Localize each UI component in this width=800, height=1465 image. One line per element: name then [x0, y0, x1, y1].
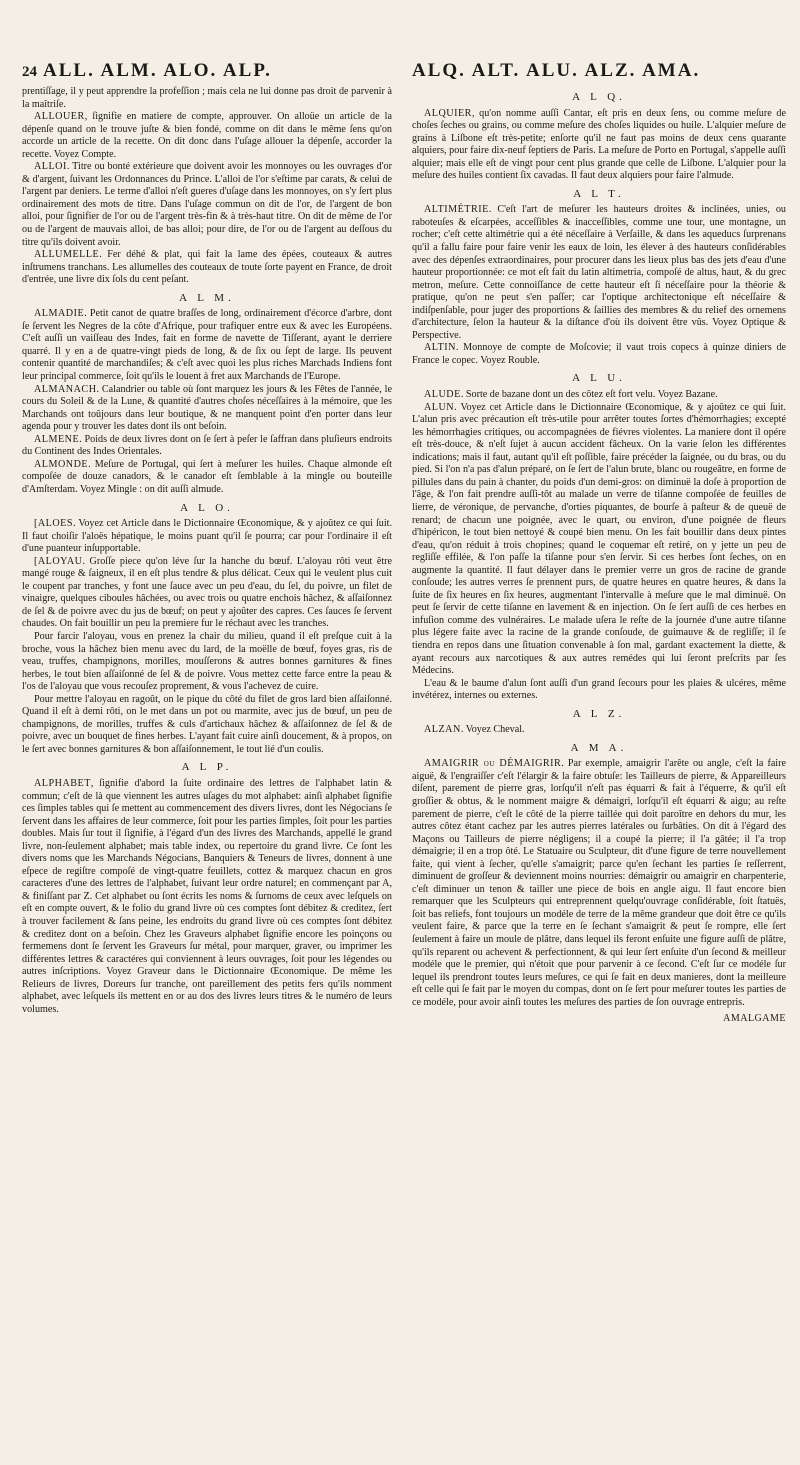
entry-text: . Par exemple, amaigrir l'arête ou angle, c'eſt la faire aiguë, & l'engraiſſer c'eſt l'élargir & la faire obtuſe: les Tailleurs de pierre, & Appareilleurs diſent, parement de pierre gras, lorſqu'il n'eſt pas équarri & fait à l'équerre, & qu'il eſt groſſier & obtus, & le nomment maigre & démaigri, lorſqu'il eſt équarri & aigu; au reſte parement de pierre, c'eſt le côté de la pierre taillée qui doit paroître en dehors du mur, les autres côtez étant cachez par les autres pierres latérales ou ſurbâties. On dit à l'égard des Maçons ou Tailleurs de pierre négligens; il a coupé la pierre; il l'a gâtée; il l'a trop démaigrie; il en a trop ôté. Le Statuaire ou Sculpteur, dit d'une figure de terre nouvellement faite, qui vient à ſecher, qu'elle s'amaigrit; parce qu'en ſechant les parties ſe reſſerrent, diminuent de groſſeur & deviennent moins nourries: démaigrir ou amaigrir en charpenterie, c'eſt diminuer un tenon & tailler une piece de bois en angle aigu. Il faut encore bien remarquer que les Sculpteurs qui entreprennent quelqu'ouvrage conſidérable, ſoit ſtatuës, ſoit bas reliefs, font toujours un modéle de terre de la même grandeur que doit être ce qu'ils veulent faire, & parce que la terre en ſe ſechant s'amaigrit & peut ſe rompre, elle ſert ſeulement à faire un moule de plâtre, dans lequel ils feront enſuite une figure auſſi de plâtre, qu'ils reparent ou achevent & perfectionnent, & qui leur ſert enſuite d'un ſecond & meilleur modéle que le premier, qui n'étoit que pour parvenir à ce ſecond. C'eſt ſur ce modéle ſur lequel ils prendront toutes leurs meſures, ce qui ſe fait en deux manieres, dont la meilleure eſt celle qui ſe fait par le moyen du compas, dont on ſe ſert pour meſurer toutes les parties de ce modéle, pour avoir ainſi toutes les meſures des parties de ſon ouvrage entrepris. — [412, 758, 786, 1008]
entry-continuation: prentiſſage, il y peut apprendre la profeſſion ; mais cela ne lui donne pas droit de parvenir à la maîtriſe. — [22, 86, 392, 110]
headword: [ALOYAU — [34, 555, 83, 567]
entry-almene — [22, 434, 392, 459]
entry-alphabet — [22, 778, 392, 1016]
entry-text: . Groſſe piece qu'on léve ſur la hanche du bœuf. L'aloyau rôti veut être mangé rouge & ſaigneux, il en eſt plus tendre & plus délicat. Ceux qui le veulent plus cuit le coupent par tranches, y font une ſauce avec un peu d'eau, du ſel, du poivre, un filet de vinaigre, quelques ciboules hâchées, ou avec trois ou quatre enchois hâchez, & aſſaiſonnez de ſel & de poivre avec du jus de bœuf; on peut y ajoûter des capres. Ces ſauces ſe ſervent chaudes. On fait bouillir un peu la premiere fur le réchaut avec les tranches. — [22, 555, 392, 630]
entry-text: , ſignifie d'abord la ſuite ordinaire des lettres de l'alphabet latin & commun; c'eſt de là que viennent les autres uſages du mot alphabet: ainſi alphabet ſignifie ces ſimples tables qui ſe mettent au commencement des divers livres, dont les Négocians ſe ſervent dans les affaires de leur commerce, ſoit pour les parties ſimples, ſoit pour les parties doubles. Mais ſur tout il ſignifie, à l'égard d'un des livres des Marchands, appellé le grand livre, non-ſeulement alphabet; mais table index, ou repertoire du grand livre. Ce ſont les divers noms que les Marchands Négocians, Banquiers & Teneurs de livres, donnent à une eſpece de regiſtre compoſé de vingt-quatre feuillets, cottez & marquez chacun en gros caracteres d'une des lettres de l'alphabet, ſuivant leur ordre naturel; en commençant par A, & finiſſant par Z. Cet alphabet ou ſont écrits les noms & ſurnoms de ceux avec leſquels on eſt en compte ouvert, & le folio du grand livre où ces comptes ſont débitez & creditez, ſert à trouver facilement & ſans peine, les endroits du grand livre où ces comptes ſont débitez & creditez dont on a beſoin. Chez les Graveurs alphabet ſignifie encore les poinçons ou fermemens dont ſe ſervent les Graveurs ſur métal, pour marquer, graver, ou imprimer les différentes lettres & caractéres qui conviennent à leurs ouvrages, ſoit pour les légendes ou autres inſcriptions. Voyez Graveur dans le Dictionnaire Œconomique. De même les Relieurs de livres, Doreurs ſur tranche, ont pareillement des petits fers qu'ils nomment alphabet, avec leſquels ils mettent en or au dos des livres leurs titres & le numéro de leurs volumes. — [22, 777, 392, 1015]
headword: ALLOUER — [34, 111, 85, 123]
section-heading-alq: A L Q. — [572, 91, 626, 103]
entry-text: , ſignifie en matiere de compte, approuver. On alloüe un article de la dépenſe quand on le trouve juſte & bien fondé, comme on dit dans le même ſens qu'on accorde un article de la recette. On dit donc dans l'uſage allouer la dépenſe, accorder la recette. Voyez Compte. — [22, 111, 392, 160]
entry-almanach — [22, 384, 392, 434]
headword: ALPHABET — [34, 777, 91, 789]
entry-allouer — [22, 111, 392, 161]
entry-aloyau — [22, 556, 392, 631]
running-head-right: ALQ. ALT. ALU. ALZ. AMA. — [412, 60, 701, 81]
entry-text: . Titre ou bonté extérieure que doivent avoir les monnoyes ou les ouvrages d'or & d'argent, ſuivant les Ordonnances du Prince. L'alloi de l'or s'eſtime par carats, & celui de l'argent par deniers. Le terme d'alloi n'eſt gueres d'uſage dans les monnoyes, on s'y ſert plus ordinairement des mots de titre. Dans l'uſage commun on dit de l'or, de l'argent de bon alloi, pour ſignifier de l'or ou de l'argent très-fin & à très-haut titre. On dit de même de l'or ou de l'argent de mauvais alloi, de bas alloi; pour dire, de l'or ou de l'argent au deſſous du titre qu'ils doivent avoir. — [22, 161, 392, 248]
entry-almonde — [22, 459, 392, 497]
headword: ALZAN — [424, 724, 461, 736]
headword: AMAIGRIR ou DÉMAIGRIR — [424, 758, 562, 770]
headword: ALTIMÉTRIE — [424, 204, 489, 216]
entry-paragraph: L'eau & le baume d'alun ſont auſſi d'un grand ſecours pour les plaies & ulcéres, même invétérez, internes ou externes. — [412, 677, 786, 702]
entry-aloes — [22, 518, 392, 556]
headword: [ALOES — [34, 518, 73, 530]
headword: ALMONDE — [34, 458, 89, 470]
headword: ALQUIER — [424, 107, 472, 119]
entry-text: . Voyez cet Article dans le Dictionnaire Œconomique, & y ajoûtez ce qui ſuit. Il faut choiſir l'aloës hépatique, le moins puant qu'il ſe pourra; car pour l'ordinaire il eſt d'une puanteur inſupportable. — [22, 518, 392, 555]
headword: ALUDE — [424, 389, 461, 401]
entry-text: . Fer déhé & plat, qui fait la lame des épées, couteaux & autres inſtrumens tranchans. Les allumelles des couteaux de toute ſorte payent en France, de droit d'entrée, une livre dix ſols du cent peſant. — [22, 249, 392, 286]
headword: ALTIN — [424, 342, 456, 354]
entry-text: . Sorte de bazane dont un des côtez eſt fort velu. Voyez Bazane. — [460, 389, 718, 401]
section-heading-ama: A M A. — [570, 741, 628, 754]
entry-alquier — [412, 108, 786, 183]
entry-text: . Calandrier ou table où ſont marquez les jours & les Fêtes de l'année, le cours du Soleil & de la Lune, & quantité d'autres choſes néceſſaires à la mémoire, que les Marchands ont toûjours dans leur boutique, & ne manquent point d'en porter dans leur agenda pour y trouver les dates dont ils ont beſoin. — [22, 383, 392, 433]
entry-text: . Meſure de Portugal, qui ſert à meſurer les huiles. Chaque almonde eſt compoſée de douze canadors, & le canador eſt ſemblable à la mingle ou bouteille d'Amſterdam. Voyez Mingle : on dit auſſi almude. — [22, 458, 392, 495]
left-title: ALL. ALM. ALO. ALP. — [43, 60, 272, 81]
entry-text: . Petit canot de quatre braſſes de long, ordinairement d'écorce d'arbre, dont ſe ſervent les Negres de la côte d'Afrique, pour trafiquer entre eux & avec les Européens. C'eſt auſſi un vaiſſeau des Indes, fait en forme de navette de Tiſſerant, ayant le derriere quarré. Il y en a de quatre-vingt pieds de long, & de ſix ou ſept de large. Ils peuvent contenir quantité de marchandiſes; & c'eſt avec quoi les plus riches Marchads Indiens font leur principal commerce, ſoit qu'ils le louent à fret aux Marchands de l'Europe. — [22, 308, 392, 383]
headword: ALLOI — [34, 161, 67, 173]
right-column — [412, 86, 786, 1026]
catchword: AMALGAME — [723, 1013, 786, 1025]
headword: ALLUMELLE — [34, 249, 100, 261]
entry-alun — [412, 402, 786, 678]
entry-text: . Voyez Cheval. — [460, 724, 525, 736]
section-heading-alp: A L P. — [181, 761, 233, 774]
section-heading-alo: A L O. — [180, 501, 234, 514]
section-heading-alm: A L M. — [179, 291, 235, 304]
entry-alude — [412, 389, 786, 402]
entry-altimetrie — [412, 204, 786, 342]
entry-almadie — [22, 308, 392, 383]
section-heading-alz: A L Z. — [572, 707, 626, 720]
entry-text: , qu'on nomme auſſi Cantar, eſt pris en deux ſens, ou comme meſure de choſes ſeches ou grains, ou comme meſure des choſes liquides ou huile. L'alquier meſure de grains à Liſbone eſt très-petite; enſorte qu'il ne faut pas moins de deux cens quarante alquiers, pour faire dix-neuf ſeptiers de Paris. La meſure de Porto en Portugal, s'appelle auſſi alquier; mais elle eſt de vingt pour cent plus grande que celle de Liſbone. L'alquier pour la meſure des huiles contient ſix cavadas. Il faut deux alquiers pour faire l'almude. — [412, 107, 786, 182]
entry-alloi — [22, 161, 392, 249]
entry-text: . Monnoye de compte de Moſcovie; il vaut trois copecs à quinze diniers de France le copec. Voyez Rouble. — [412, 342, 786, 366]
entry-allumelle — [22, 249, 392, 287]
page-number: 24 — [22, 64, 37, 80]
section-heading-alt: A L T. — [573, 187, 625, 200]
headword: ALUN — [424, 401, 455, 413]
entry-text: . Poids de deux livres dont on ſe ſert à peſer le ſaffran dans pluſieurs endroits du Continent des Indes Orientales. — [22, 433, 392, 458]
entry-text: . C'eſt l'art de meſurer les hauteurs droites & inclinées, unies, ou raboteuſes & eſcarpées, acceſſibles & inacceſſibles, comme une tour, une montagne, un rocher; c'eſt cette altimétrie qui a été néceſſaire à Verſaille, & dans les aqueducs ſurprenans qu'il a fallu faire pour faire venir les eaux de loin, les élever à des hauteurs conſidérables avec des dépenſes extraordinaires, pour procurer dans les lieux plus bas des jets d'eau d'une hauteur proportionnée: ce mot eſt fait du latin altimetria, compoſé de altus, haut, & du grec metron, meſure. Cette connoiſſance de cette hauteur eſt ſi néceſſaire pour la théorie & pratique, qu'on ne peut s'en paſſer; car l'optique architectonique eſt néceſſaire & indiſpenſable, pour juger des proportions & ſaillies des membres & du relief des ornemens d'architecture, ſelon la hauteur & la diſtance d'où ils doivent être vûs. Voyez Optique & Perspective. — [412, 204, 786, 341]
entry-amaigrir — [412, 758, 786, 1009]
headword: ALMANACH — [34, 383, 97, 395]
entry-alzan — [412, 724, 786, 737]
section-heading-alu: A L U. — [572, 372, 626, 385]
entry-paragraph: Pour farcir l'aloyau, vous en prenez la chair du milieu, quand il eſt preſque cuit à la broche, vous la hâchez bien menu avec du lard, de la moëlle de bœuf, foyes gras, ris de veau, truffes, champignons, morilles, mouſſerons & autres bonnes garnitures & fines herbes, le tout bien aſſaiſonné de ſel & de poivre. Vous mettez cette farce entre la peau & l'os de l'aloyau que vous recouſez proprement, & vous l'achevez de cuire. — [22, 630, 392, 693]
entry-paragraph: Pour mettre l'aloyau en ragoût, on le pique du côté du filet de gros lard bien aſſaiſonné. Quand il eſt à demi rôti, on le met dans un pot ou marmite, avec jus de bœuf, un peu de champignons, de morilles, truffes & culs d'artichaux hâchez & aſſaiſonnez de ſel & de poivre, avec un bouquet de fines herbes. L'ayant fait cuire ainſi doucement, & à propos, on le ſert avec bonnes garnitures & bon aſſaiſonnement, le tout lié d'un coulis. — [22, 693, 392, 755]
entry-altin — [412, 342, 786, 367]
headword: ALMENE — [34, 433, 80, 445]
headword: ALMADIE — [34, 308, 85, 320]
entry-text: . Voyez cet Article dans le Dictionnaire Œconomique, & y ajoûtez ce qui ſuit. L'alun pris avec précaution eſt très-utile pour arrêter toutes ſortes d'hémorrhagies; excepté les hémorrhagies critiques, ou accompagnées de fiévres violentes. La maniere dont il opére eſt très-douce, & n'eſt ſujet à aucun accident fâcheux. On la varie ſelon les différentes indications; mais il faut, autant qu'il eſt poſſible, faire précéder la ſaignée, ou du bras, ou du pied. Si l'on n'a pas d'alun préparé, on ſe ſert de l'alun brute, blanc ou rougeâtre, en forme de pillules dans du pain à chanter, du poids d'un demi-gros: on diminuë la doſe à proportion de l'âge, & l'on fait prendre auſſi-tôt au malade un verre de tiſanne compoſée de feuilles de lierre, de véronique, de pervanche, d'orties piquantes, de bourſe à paſteur & de queuë de renard; de chacun une poignée, avec le quart, ou environ, d'une poignée de fleurs d'hipéricon, le tout bien nettoyé & coupé bien menu. On les fait bouillir dans deux pintes d'eau, qu'on réduit à trois chopines; quand le coquemar eſt retiré, on y jette un peu de regliſſe effilée, & l'on paſſe la tiſanne pour s'en ſervir. Si ces herbes ſont ſeches, on en augmente la quantité. Il faut délayer dans le premier verre un gros de racine de grande conſoude; les autres verres ſe prennent purs, de quatre heures en quatre heures, & dans la ſuite de ſix heures en ſix heures, augmentant l'intervalle à meſure que le mal diminuë. On peut ſe ſervir de cette tiſanne en lavement & en injection. On ſe ſert auſſi de ces herbes en infuſion comme des vulnéraires. Le malade uſera le reſte de la journée d'une autre tiſanne plus légere faite avec la racine de la grande conſoude, de guimauve & de regliſſe; il ſe tiendra en repos dans une ſituation convenable à ſon mal, gardant exactement la diette, & ayant recours aux narcotiques & aux autres remédes qui lui ſeront preſcrits par ſes Médecins. — [412, 401, 786, 677]
running-head-left — [22, 60, 272, 82]
left-column — [22, 86, 392, 1016]
